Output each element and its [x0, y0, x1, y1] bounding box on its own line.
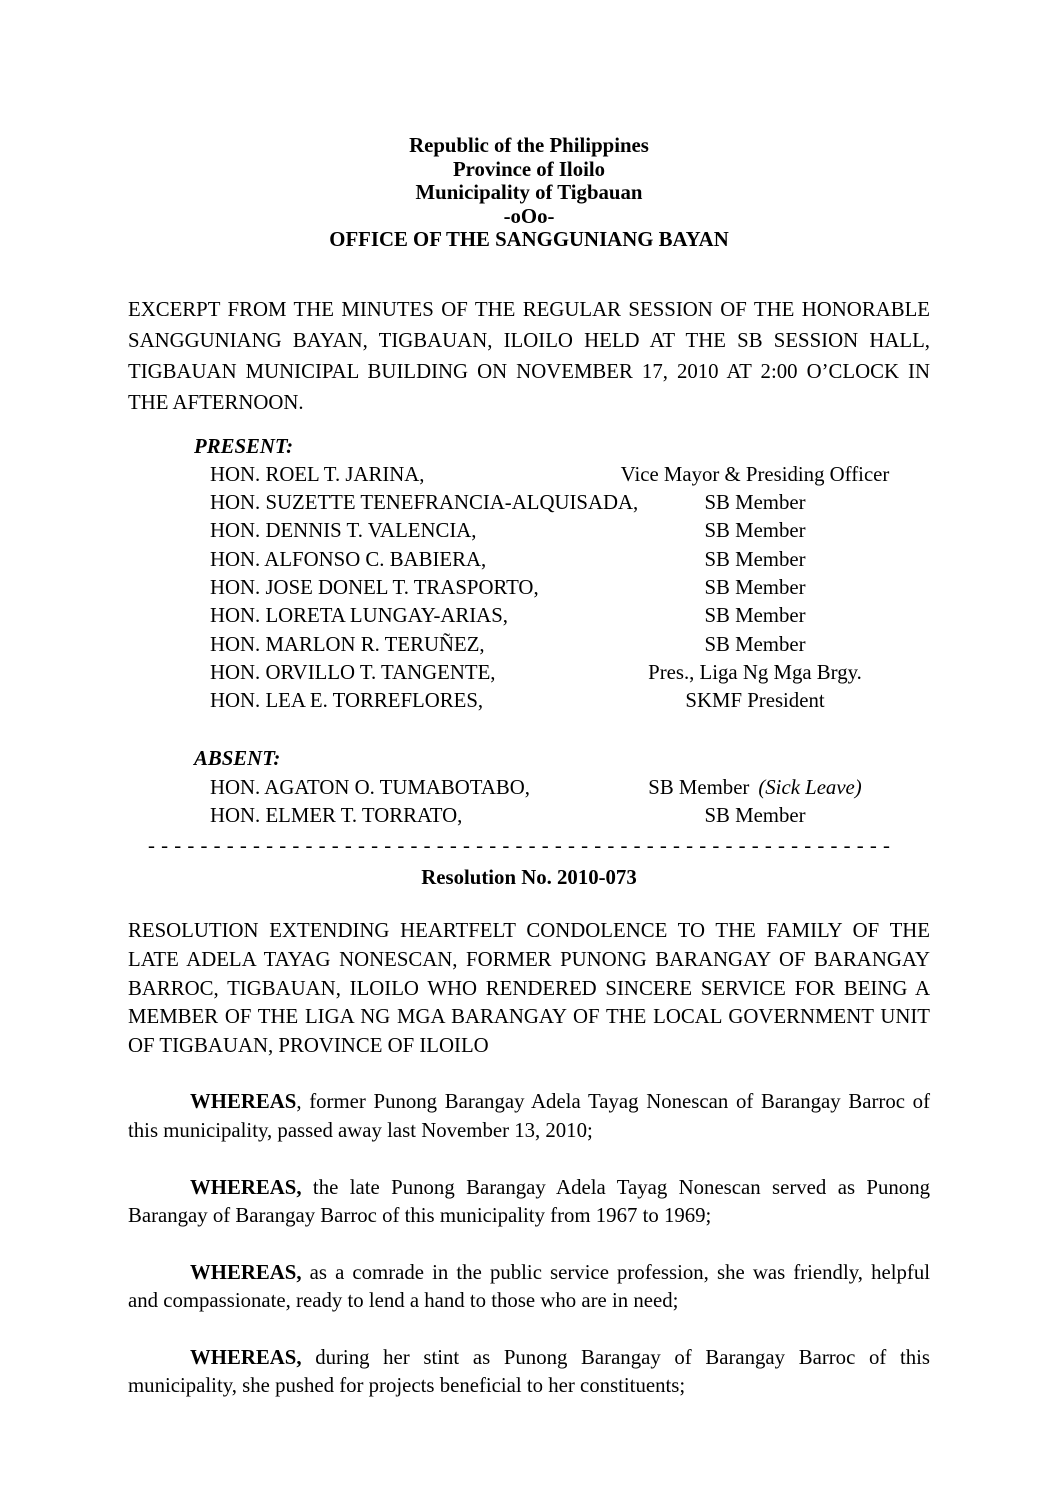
whereas-paragraph-4 — [128, 1344, 930, 1401]
attendee-row — [128, 517, 930, 545]
whereas-text: during her stint as Punong Barangay of Barangay Barroc of this municipality, she pushed for projects beneficial to her constituents; — [128, 1345, 930, 1398]
attendee-title-text: SB Member — [648, 775, 750, 799]
attendee-name: HON. ELMER T. TORRATO, — [210, 804, 463, 828]
header-line-republic: Republic of the Philippines — [409, 134, 649, 157]
attendee-title — [580, 774, 930, 802]
present-block — [128, 433, 930, 716]
attendee-title: SB Member — [704, 519, 806, 543]
whereas-paragraph-2 — [128, 1174, 930, 1231]
attendee-name: HON. DENNIS T. VALENCIA, — [210, 519, 477, 543]
whereas-paragraph-1 — [128, 1088, 930, 1145]
attendee-name: HON. MARLON R. TERUÑEZ, — [210, 632, 485, 656]
present-label: PRESENT: — [194, 434, 293, 458]
attendee-row — [128, 489, 930, 517]
attendee-row — [128, 774, 930, 802]
attendee-row — [128, 546, 930, 574]
header-line-ornament: -oOo- — [503, 204, 555, 228]
attendee-name: HON. LEA E. TORREFLORES, — [210, 689, 484, 713]
attendee-row — [128, 631, 930, 659]
resolution-title-paragraph: RESOLUTION EXTENDING HEARTFELT CONDOLENCE TO THE FAMILY OF THE LATE ADELA TAYAG NONESCAN, FORMER PUNONG BARANGAY OF BARANGAY BARROC, TIGBAUAN, ILOILO WHO RENDERED SINCERE SERVICE FOR BEING A MEMBER OF THE LIGA NG MGA BARANGAY OF THE LOCAL GOVERNMENT UNIT OF TIGBAUAN, PROVINCE OF ILOILO — [128, 919, 930, 1057]
attendee-row — [128, 574, 930, 602]
attendee-name: HON. ROEL T. JARINA, — [210, 462, 425, 486]
attendee-name: HON. ALFONSO C. BABIERA, — [210, 547, 487, 571]
attendee-name: HON. SUZETTE TENEFRANCIA-ALQUISADA, — [210, 491, 639, 515]
absent-block — [128, 745, 930, 830]
attendee-title: SB Member — [704, 804, 806, 828]
whereas-text: , former Punong Barangay Adela Tayag Nonescan of Barangay Barroc of this municipality, passed away last November 13, 2010; — [128, 1090, 930, 1142]
whereas-lead: WHEREAS — [190, 1090, 297, 1114]
header-line-municipality: Municipality of Tigbauan — [415, 181, 643, 204]
attendee-row — [128, 602, 930, 630]
attendee-name: HON. ORVILLO T. TANGENTE, — [210, 660, 496, 684]
attendee-name: HON. LORETA LUNGAY-ARIAS, — [210, 604, 508, 628]
whereas-text: the late Punong Barangay Adela Tayag Nonescan served as Punong Barangay of Barangay Barroc of this municipality from 1967 to 1969; — [128, 1175, 930, 1228]
attendee-name: HON. AGATON O. TUMABOTABO, — [210, 775, 530, 799]
attendee-title: SKMF President — [685, 689, 825, 713]
resolution-number: Resolution No. 2010-073 — [421, 866, 637, 890]
attendee-row — [128, 802, 930, 830]
whereas-text: as a comrade in the public service profession, she was friendly, helpful and compassionate, ready to lend a hand to those who are in need; — [128, 1260, 930, 1313]
attendee-name: HON. JOSE DONEL T. TRASPORTO, — [210, 575, 539, 599]
attendee-row — [128, 659, 930, 687]
whereas-lead: WHEREAS, — [190, 1260, 302, 1284]
attendee-note: (Sick Leave) — [758, 775, 862, 799]
whereas-lead: WHEREAS, — [190, 1175, 302, 1199]
attendee-title: SB Member — [704, 632, 806, 656]
attendee-title: SB Member — [704, 604, 806, 628]
attendee-title: Pres., Liga Ng Mga Brgy. — [648, 660, 862, 684]
absent-label: ABSENT: — [194, 747, 281, 771]
document-header — [128, 134, 930, 252]
separator-line: - - - - - - - - - - - - - - - - - - - - - - - - - - - - - - - - - - - - - - - - - - - - - - - - - - - - - - - - - — [148, 834, 891, 858]
whereas-paragraph-3 — [128, 1259, 930, 1316]
attendee-title: SB Member — [704, 547, 806, 571]
attendee-title: SB Member — [704, 575, 806, 599]
attendee-title: Vice Mayor & Presiding Officer — [620, 462, 890, 486]
attendee-row — [128, 687, 930, 715]
attendee-row — [128, 461, 930, 489]
excerpt-paragraph: EXCERPT FROM THE MINUTES OF THE REGULAR SESSION OF THE HONORABLE SANGGUNIANG BAYAN, TIGBAUAN, ILOILO HELD AT THE SB SESSION HALL, TIGBAUAN MUNICIPAL BUILDING ON NOVEMBER 17, 2010 AT 2:00 O’CLOCK IN THE AFTERNOON. — [128, 297, 930, 414]
whereas-lead: WHEREAS, — [190, 1345, 302, 1369]
header-line-province: Province of Iloilo — [452, 157, 606, 181]
attendee-title: SB Member — [704, 491, 806, 515]
header-line-office: OFFICE OF THE SANGGUNIANG BAYAN — [329, 228, 729, 251]
